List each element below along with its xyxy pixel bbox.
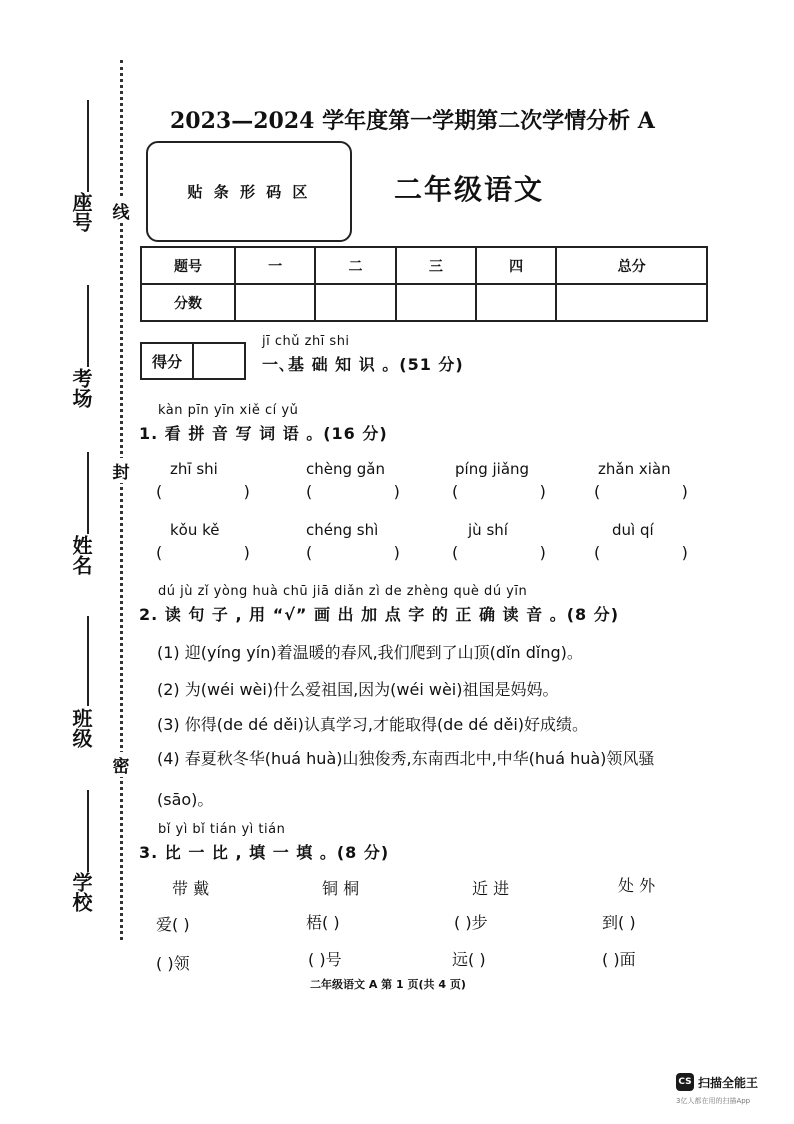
- q3-title: 3. 比 一 比 , 填 一 填 。(8 分): [139, 843, 390, 862]
- q1-word-pinyin: zhī shi: [170, 460, 218, 478]
- q3-pinyin: bǐ yì bǐ tián yì tián: [158, 822, 286, 837]
- q2-pinyin: dú jù zǐ yòng huà chū jiā diǎn zì de zhèng què dú yīn: [158, 584, 528, 599]
- q3-char-pair: 近 进: [472, 879, 510, 898]
- exam-room-label: 考场: [69, 368, 93, 408]
- q1-word-pinyin: jù shí: [468, 521, 508, 539]
- score-header-cell: 二: [315, 247, 395, 284]
- q3-char-pair: 铜 桐: [322, 879, 360, 898]
- answer-blank[interactable]: ( ): [306, 543, 400, 562]
- q1-word-pinyin: píng jiǎng: [455, 460, 530, 478]
- section-score-box: [140, 342, 246, 380]
- q1-word-pinyin: kǒu kě: [170, 521, 220, 539]
- exam-title: 2023—2024 学年度第一学期第二次学情分析 A: [170, 108, 655, 134]
- seat-number-line[interactable]: [87, 100, 89, 192]
- score-cell[interactable]: [556, 284, 707, 321]
- seat-number-label: 座号: [69, 192, 93, 232]
- barcode-area: [146, 141, 352, 242]
- score-header-cell: 题号: [141, 247, 235, 284]
- q3-fill-blank[interactable]: ( )领: [156, 954, 190, 973]
- q1-word-pinyin: chèng gǎn: [306, 460, 385, 478]
- section1-title: 一､基 础 知 识 。(51 分): [262, 355, 464, 374]
- q2-sentence[interactable]: (1) 迎(yíng yín)着温暖的春风,我们爬到了山顶(dǐn dǐng)。: [157, 643, 583, 662]
- answer-blank[interactable]: ( ): [594, 482, 688, 501]
- answer-blank[interactable]: ( ): [594, 543, 688, 562]
- q2-sentence[interactable]: (2) 为(wéi wèi)什么爱祖国,因为(wéi wèi)祖国是妈妈。: [157, 680, 559, 699]
- class-label: 班级: [69, 708, 93, 748]
- q3-fill-blank[interactable]: ( )号: [308, 950, 342, 969]
- q2-title: 2. 读 句 子 , 用 “√” 画 出 加 点 字 的 正 确 读 音 。(8 分): [139, 605, 620, 624]
- answer-blank[interactable]: ( ): [452, 543, 546, 562]
- score-header-cell: 一: [235, 247, 315, 284]
- score-row-label: 分数: [141, 284, 235, 321]
- q3-fill-blank[interactable]: ( )面: [602, 950, 636, 969]
- binding-dotted-line: [120, 60, 123, 940]
- answer-blank[interactable]: ( ): [452, 482, 546, 501]
- seal-mark-seal: 封: [110, 458, 132, 483]
- score-table-score-row: [141, 284, 707, 321]
- q3-char-pair: 带 戴: [172, 879, 210, 898]
- q1-word-pinyin: duì qí: [612, 521, 654, 539]
- subject-title: 二年级语文: [394, 173, 545, 206]
- school-line[interactable]: [87, 790, 89, 872]
- q3-fill-blank[interactable]: 爱( ): [156, 915, 190, 934]
- seal-mark-line: 线: [110, 198, 132, 223]
- score-table: [140, 246, 708, 322]
- score-table-header-row: [141, 247, 707, 284]
- scanner-tagline: 3亿人都在用的扫描App: [676, 1097, 751, 1105]
- scanner-watermark: [676, 1073, 758, 1091]
- barcode-label: 贴 条 形 码 区: [187, 183, 311, 201]
- class-line[interactable]: [87, 616, 89, 706]
- seal-mark-secret: 密: [110, 752, 132, 777]
- q1-word-pinyin: chéng shì: [306, 521, 379, 539]
- answer-blank[interactable]: ( ): [156, 482, 250, 501]
- page-footer: 二年级语文 A 第 1 页(共 4 页): [310, 978, 466, 991]
- name-label: 姓名: [69, 535, 93, 575]
- q3-fill-blank[interactable]: 远( ): [452, 950, 486, 969]
- q3-fill-blank[interactable]: 到( ): [602, 913, 636, 932]
- section-score-label: 得分: [142, 344, 194, 378]
- answer-blank[interactable]: ( ): [306, 482, 400, 501]
- q1-title: 1. 看 拼 音 写 词 语 。(16 分): [139, 424, 388, 443]
- q2-sentence: (sāo)。: [157, 790, 214, 809]
- name-line[interactable]: [87, 452, 89, 534]
- section-score-cell[interactable]: [194, 344, 244, 378]
- score-cell[interactable]: [396, 284, 476, 321]
- score-header-cell: 总分: [556, 247, 707, 284]
- score-header-cell: 三: [396, 247, 476, 284]
- answer-blank[interactable]: ( ): [156, 543, 250, 562]
- q1-pinyin: kàn pīn yīn xiě cí yǔ: [158, 403, 299, 418]
- score-cell[interactable]: [235, 284, 315, 321]
- q2-sentence[interactable]: (4) 春夏秋冬华(huá huà)山独俊秀,东南西北中,中华(huá huà)领风骚: [157, 749, 655, 768]
- score-cell[interactable]: [315, 284, 395, 321]
- q1-word-pinyin: zhǎn xiàn: [598, 460, 671, 478]
- q3-fill-blank[interactable]: 梧( ): [306, 913, 340, 932]
- score-cell[interactable]: [476, 284, 556, 321]
- camscanner-logo-icon: CS: [676, 1073, 694, 1091]
- score-header-cell: 四: [476, 247, 556, 284]
- q2-sentence[interactable]: (3) 你得(de dé děi)认真学习,才能取得(de dé děi)好成绩。: [157, 715, 589, 734]
- school-label: 学校: [69, 872, 93, 912]
- section1-pinyin: jī chǔ zhī shi: [262, 334, 350, 349]
- q3-char-pair: 处 外: [618, 876, 656, 895]
- exam-room-line[interactable]: [87, 285, 89, 367]
- scanner-name: 扫描全能王: [698, 1075, 759, 1090]
- q3-fill-blank[interactable]: ( )步: [454, 913, 488, 932]
